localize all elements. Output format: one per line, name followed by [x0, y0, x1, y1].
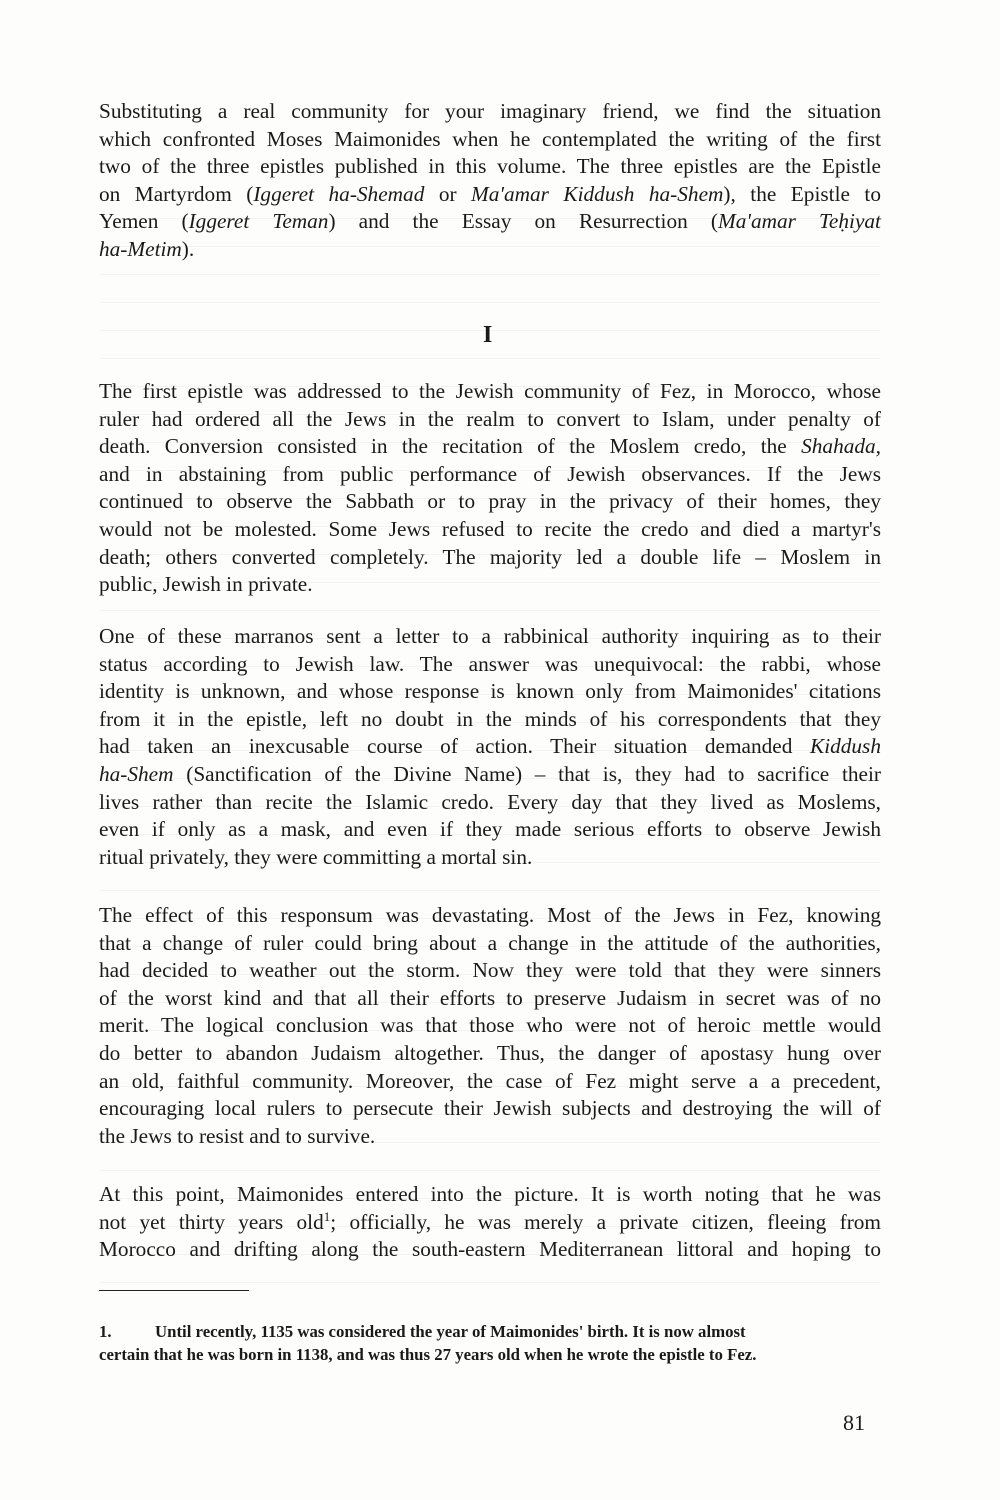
section-heading: I	[483, 322, 493, 348]
text-span: had taken an inexcusable course of action. Their situation demanded	[99, 734, 810, 759]
text-line: which confronted Moses Maimonides when he contemplated the writing of the first	[99, 126, 881, 151]
text-line	[99, 733, 881, 761]
text-line: even if only as a mask, and even if they made serious efforts to observe Jewish	[99, 817, 881, 842]
text-line: encouraging local rulers to persecute their Jewish subjects and destroying the will of	[99, 1096, 881, 1121]
text-line	[99, 181, 881, 209]
text-line: do better to abandon Judaism altogether. Thus, the danger of apostasy hung over	[99, 1041, 881, 1065]
footnote-line: certain that he was born in 1138, and was thus 27 years old when he wrote the epistle to Fez.	[99, 1345, 757, 1364]
text-line: the Jews to resist and to survive.	[99, 1123, 376, 1148]
text-span: (Sanctification of the Divine Name) – that is, they had to sacrifice their	[173, 762, 881, 786]
text-line: At this point, Maimonides entered into the picture. It is worth noting that he was	[99, 1182, 881, 1206]
text-span: ), the Epistle to	[723, 181, 881, 206]
page-number: 81	[843, 1410, 865, 1435]
text-line: would not be molested. Some Jews refused to recite the credo and died a martyr's	[99, 517, 881, 541]
text-line	[99, 236, 881, 264]
text-span: on Martyrdom (	[99, 181, 254, 206]
footnote-divider	[99, 1290, 249, 1291]
text-line: Substituting a real community for your imaginary friend, we find the situation	[99, 99, 881, 123]
text-line	[99, 761, 881, 789]
text-line: identity is unknown, and whose response is known only from Maimonides' citations	[99, 679, 881, 704]
footnote-number: 1.	[99, 1322, 112, 1341]
text-line: two of the three epistles published in this volume. The three epistles are the Epistle	[99, 154, 881, 179]
italic-term: Kiddush	[809, 734, 881, 759]
text-line: ruler had ordered all the Jews in the realm to convert to Islam, under penalty of	[99, 406, 881, 431]
italic-title: Ma'amar Teḥiyat	[718, 209, 881, 234]
text-line: had decided to weather out the storm. Now they were told that they were sinners	[99, 958, 881, 983]
italic-title: Iggeret ha-Shemad	[253, 181, 425, 206]
text-line	[99, 1209, 881, 1237]
text-span: not yet thirty years old	[99, 1209, 324, 1234]
text-span: ; officially, he was merely a private citizen, fleeing from	[330, 1209, 882, 1234]
text-line: public, Jewish in private.	[99, 572, 313, 597]
text-line: that a change of ruler could bring about a change in the attitude of the authorities,	[99, 930, 881, 955]
text-span: death. Conversion consisted in the recitation of the Moslem credo, the	[99, 434, 802, 459]
text-line: status according to Jewish law. The answer was unequivocal: the rabbi, whose	[99, 651, 881, 676]
text-line: lives rather than recite the Islamic credo. Every day that they lived as Moslems,	[99, 789, 881, 814]
italic-title: Ma'amar Kiddush ha-Shem	[471, 181, 724, 206]
footnote-line	[99, 1320, 869, 1343]
text-line: The effect of this responsum was devastating. Most of the Jews in Fez, knowing	[99, 903, 881, 927]
text-line: from it in the epistle, left no doubt in the minds of his correspondents that they	[99, 706, 881, 731]
text-line: Morocco and drifting along the south-eastern Mediterranean littoral and hoping to	[99, 1237, 881, 1262]
text-line: merit. The logical conclusion was that those who were not of heroic mettle would	[99, 1013, 881, 1038]
text-line: continued to observe the Sabbath or to pray in the privacy of their homes, they	[99, 489, 881, 514]
text-span: ) and the Essay on Resurrection (	[328, 209, 718, 234]
italic-title: Iggeret Teman	[188, 209, 329, 234]
italic-title: ha-Metim	[99, 237, 182, 261]
footnote-text: Until recently, 1135 was considered the year of Maimonides' birth. It is now almost	[155, 1322, 746, 1341]
text-line: an old, faithful community. Moreover, the case of Fez might serve a a precedent,	[99, 1068, 881, 1093]
footnote-marker: 1	[323, 1208, 331, 1224]
text-line: of the worst kind and that all their efforts to preserve Judaism in secret was of no	[99, 985, 881, 1010]
text-line: The first epistle was addressed to the Jewish community of Fez, in Morocco, whose	[99, 379, 881, 403]
text-line: One of these marranos sent a letter to a rabbinical authority inquiring as to their	[99, 624, 881, 648]
italic-term: ha-Shem	[99, 762, 174, 786]
text-line: death; others converted completely. The majority led a double life – Moslem in	[99, 544, 881, 569]
text-line: ritual privately, they were committing a mortal sin.	[99, 844, 533, 869]
italic-term: Shahada,	[801, 434, 881, 459]
text-line	[99, 433, 881, 461]
text-span: ).	[181, 237, 195, 261]
text-span: or	[424, 181, 472, 206]
text-span: Yemen (	[99, 209, 189, 234]
text-line	[99, 208, 881, 236]
text-line: and in abstaining from public performance of Jewish observances. If the Jews	[99, 461, 881, 486]
